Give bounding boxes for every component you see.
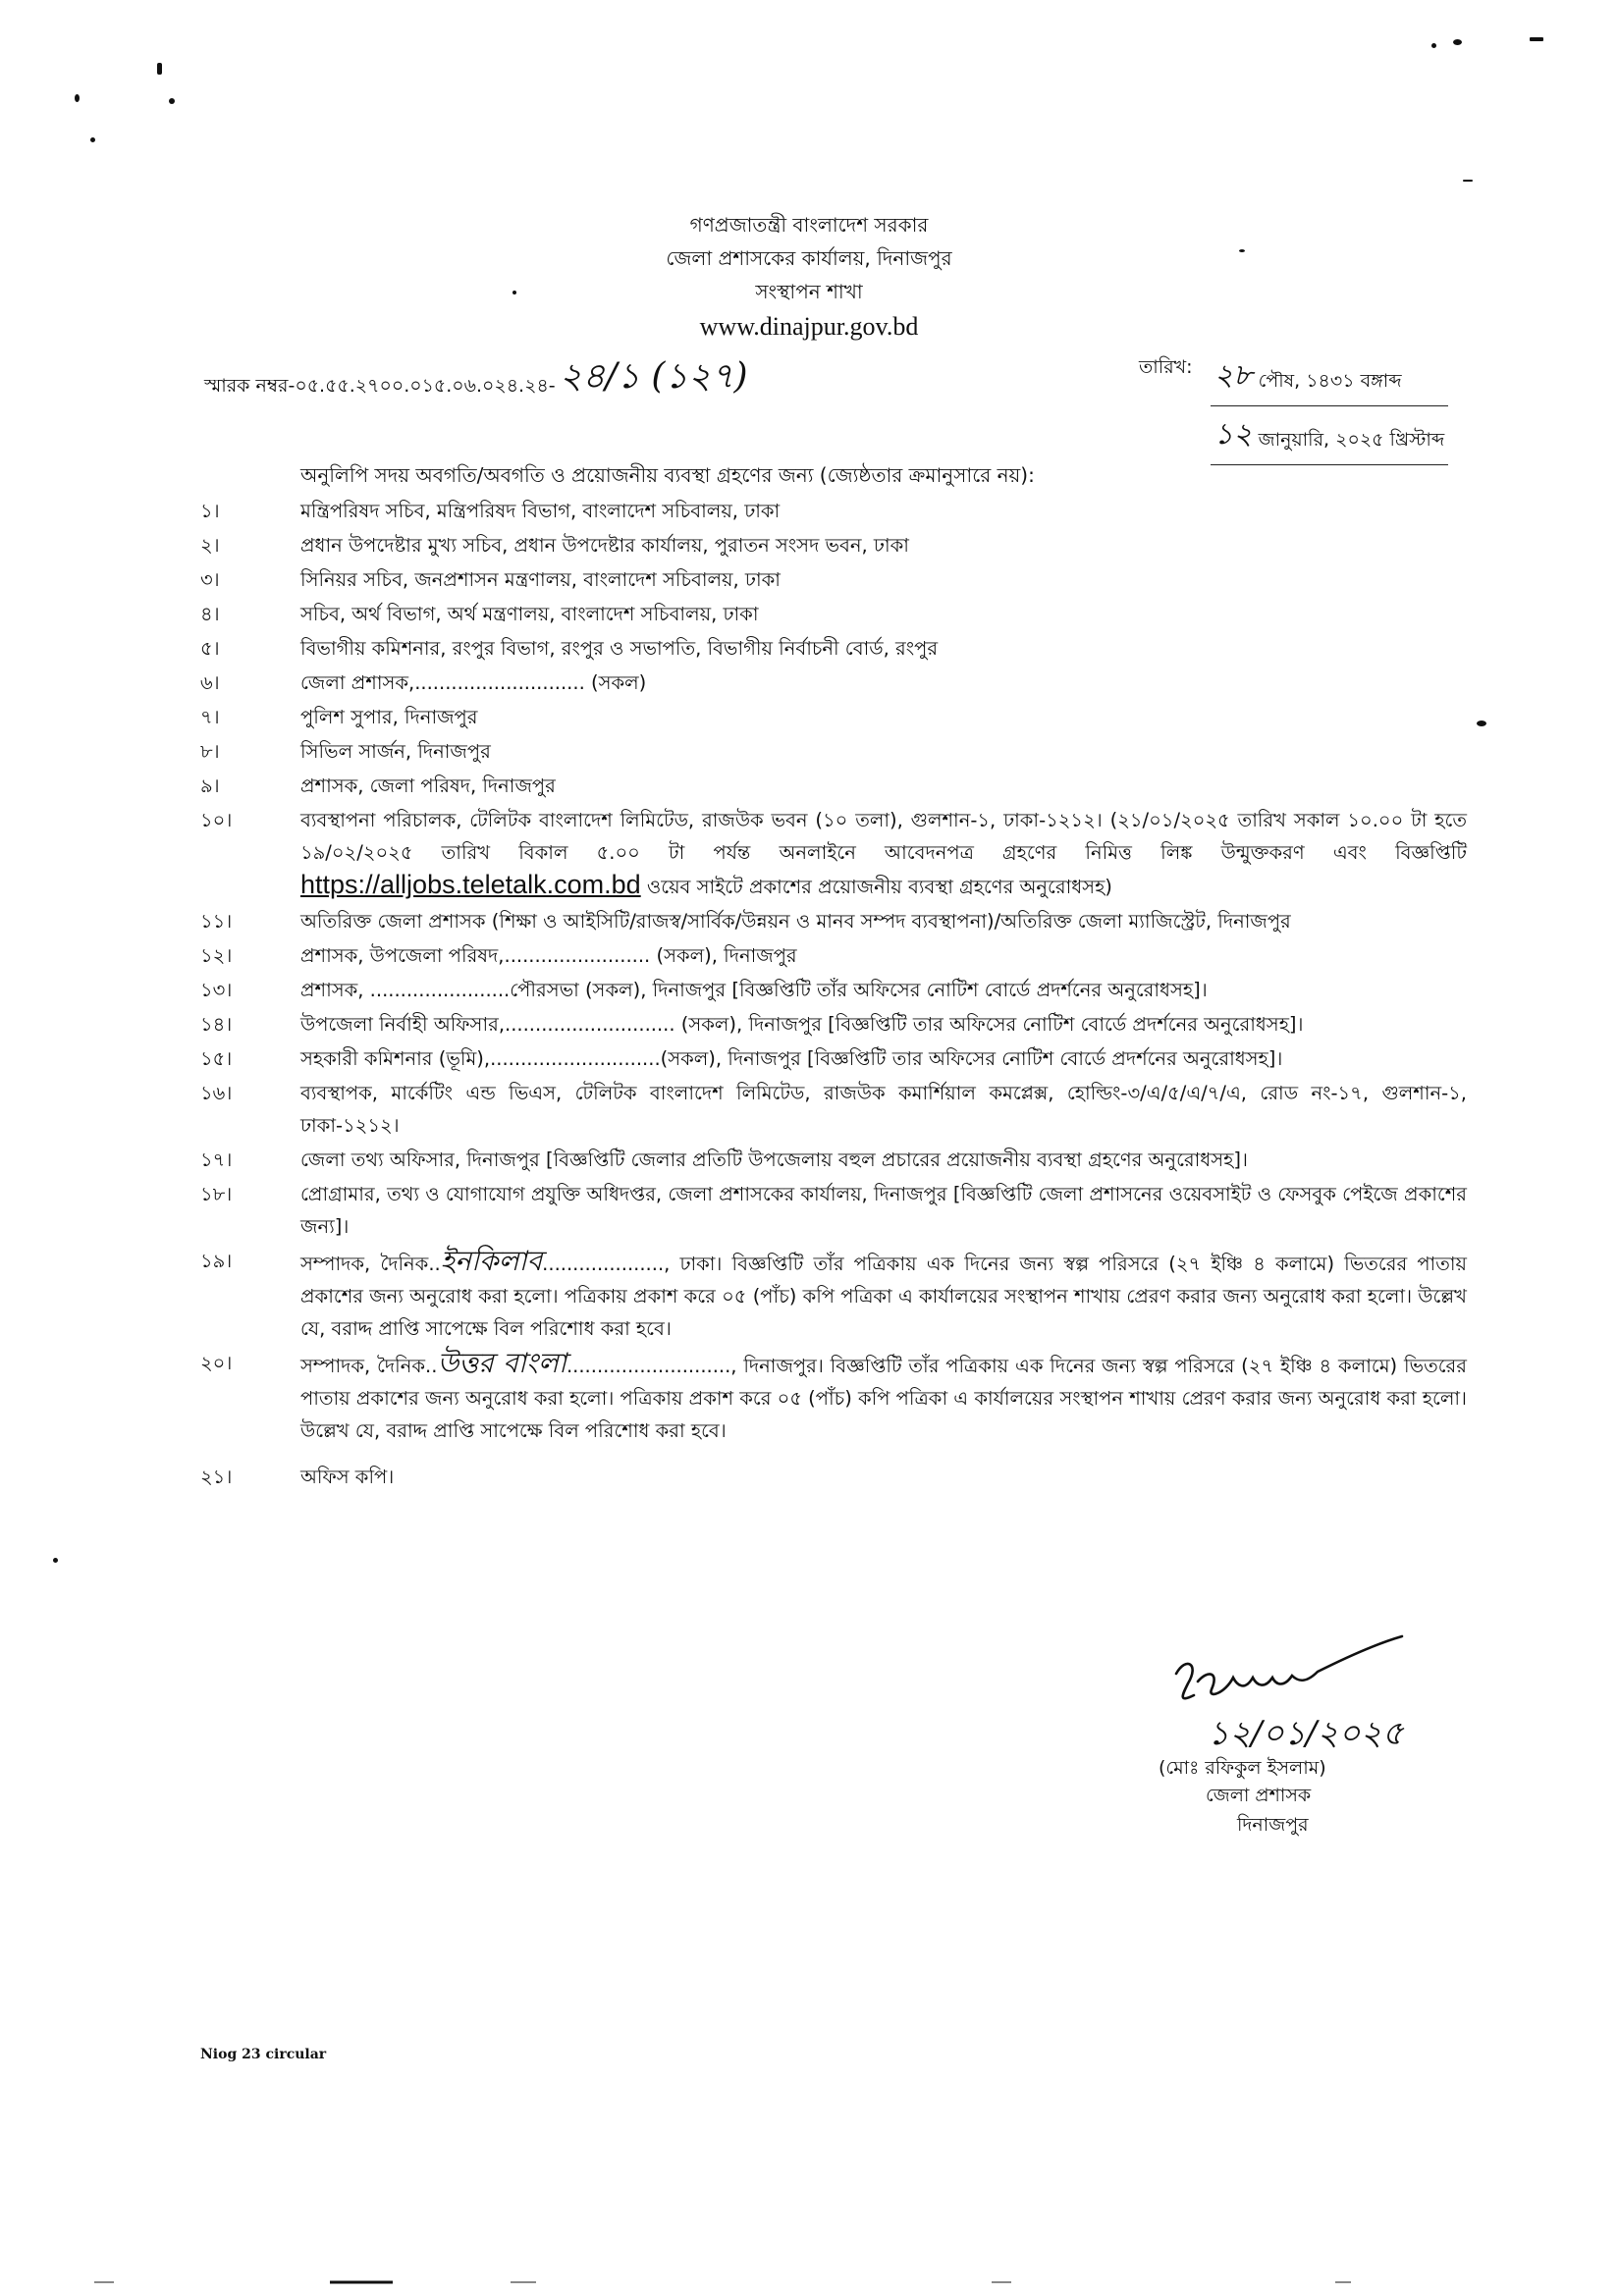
- list-item: [200, 701, 1467, 733]
- signatory-title: জেলা প্রশাসক: [1206, 1785, 1312, 1806]
- scan-speck: [1431, 43, 1436, 48]
- item-number: ২০।: [200, 1352, 233, 1374]
- item-text: ব্যবস্থাপক, মার্কেটিং এন্ড ভিএস, টেলিটক বাংলাদেশ লিমিটেড, রাজউক কমার্শিয়াল কমপ্লেক্স, হোল্ডিং-৩/এ/৫/এ/৭/এ, রোড নং-১৭, গুলশান-১, ঢাকা-১২১২।: [300, 1082, 1467, 1137]
- item-text: উপজেলা নির্বাহী অফিসার,............................ (সকল), দিনাজপুর [বিজ্ঞপ্তিটি তার অফিসের নোটিশ বোর্ডে প্রদর্শনের অনুরোধসহ]।: [300, 1013, 1304, 1036]
- section-name: সংস্থাপন শাখা: [755, 280, 863, 303]
- memo-handwritten-number: ২৪/১ (১২৭): [559, 356, 748, 397]
- item-number: ৪।: [200, 603, 220, 625]
- item-text: বিভাগীয় কমিশনার, রংপুর বিভাগ, রংপুর ও সভাপতি, বিভাগীয় নির্বাচনী বোর্ড, রংপুর: [300, 637, 939, 660]
- footer-note: Niog 23 circular: [200, 2047, 327, 2062]
- list-item: [200, 1042, 1467, 1075]
- item-number: ১০।: [200, 809, 233, 831]
- item-number: ১২।: [200, 944, 233, 967]
- item-text: সচিব, অর্থ বিভাগ, অর্থ মন্ত্রণালয়, বাংলাদেশ সচিবালয়, ঢাকা: [300, 603, 759, 625]
- handwritten-date: ১২/০১/২০২৫: [1208, 1714, 1404, 1753]
- scan-speck: [1239, 249, 1245, 252]
- list-item: [200, 905, 1467, 937]
- item-number: ৯।: [200, 774, 220, 797]
- item-text: [300, 804, 1467, 903]
- date-bangla: [1211, 353, 1449, 406]
- item-text: [300, 1245, 1467, 1345]
- signature-block: [1139, 1634, 1512, 1841]
- item-number: ৭।: [200, 706, 220, 728]
- list-item: [200, 1461, 1467, 1493]
- list-item: [200, 1347, 1467, 1447]
- scan-edge-marks: [0, 2277, 1618, 2287]
- list-item: [200, 735, 1467, 768]
- item-number: ১১।: [200, 910, 233, 933]
- item-text: মন্ত্রিপরিষদ সচিব, মন্ত্রিপরিষদ বিভাগ, বাংলাদেশ সচিবালয়, ঢাকা: [300, 500, 781, 522]
- scan-speck: [1530, 37, 1543, 41]
- item-text-before: সম্পাদক, দৈনিক..: [300, 1253, 441, 1275]
- list-item: [200, 1008, 1467, 1041]
- scan-speck: [53, 1558, 58, 1563]
- scan-speck: [90, 137, 95, 142]
- item-text: অফিস কপি।: [300, 1466, 395, 1488]
- date-block: [1139, 353, 1448, 465]
- item-text-before: সম্পাদক, দৈনিক..: [300, 1355, 438, 1377]
- distribution-list: [200, 495, 1467, 1495]
- list-item: [200, 1077, 1467, 1142]
- list-item: [200, 770, 1467, 802]
- item-number: ৬।: [200, 671, 220, 694]
- item-number: ৮।: [200, 740, 220, 763]
- website: www.dinajpur.gov.bd: [699, 312, 919, 341]
- item-text-after: ওয়েব সাইটে প্রকাশের প্রয়োজনীয় ব্যবস্থা গ্রহণের অনুরোধসহ): [640, 876, 1112, 898]
- office-name: জেলা প্রশাসকের কার্যালয়, দিনাজপুর: [666, 246, 952, 270]
- handwritten-newspaper-name: ইনকিলাব: [440, 1245, 543, 1277]
- scan-speck: [1463, 180, 1473, 182]
- scan-speck: [1477, 721, 1486, 726]
- item-number: ১।: [200, 500, 220, 522]
- item-text: প্রধান উপদেষ্টার মুখ্য সচিব, প্রধান উপদেষ্টার কার্যালয়, পুরাতন সংসদ ভবন, ঢাকা: [300, 534, 909, 557]
- list-item: [200, 632, 1467, 665]
- item-text: প্রশাসক, জেলা পরিষদ, দিনাজপুর: [300, 774, 556, 797]
- list-item: [200, 495, 1467, 527]
- item-text-after: ...................., ঢাকা। বিজ্ঞপ্তিটি তাঁর পত্রিকায় এক দিনের জন্য স্বল্প পরিসরে (২৭ ইঞ্চি ৪ কলামে) ভিতরের পাতায় প্রকাশের জন্য অনুরোধ করা হলো। পত্রিকায় প্রকাশ করে ০৫ (পাঁচ) কপি পত্রিকা এ কার্যালয়ের সংস্থাপন শাখায় প্রেরণ করার জন্য অনুরোধ করা হলো। উল্লেখ যে, বরাদ্দ প্রাপ্তি সাপেক্ষে বিল পরিশোধ করা হবে।: [300, 1253, 1467, 1340]
- list-item: [200, 598, 1467, 630]
- list-item: [200, 804, 1467, 903]
- handwritten-signature: [1139, 1634, 1512, 1757]
- date-bangla-text: পৌষ, ১৪৩১ বঙ্গাব্দ: [1258, 370, 1402, 392]
- item-text: পুলিশ সুপার, দিনাজপুর: [300, 706, 478, 728]
- signatory-name: (মোঃ রফিকুল ইসলাম): [1159, 1757, 1326, 1779]
- item-text: প্রশাসক, উপজেলা পরিষদ,........................ (সকল), দিনাজপুর: [300, 944, 797, 967]
- item-text: [300, 1347, 1467, 1447]
- distribution-intro: অনুলিপি সদয় অবগতি/অবগতি ও প্রয়োজনীয় ব্যবস্থা গ্রহণের জন্য (জ্যেষ্ঠতার ক্রমানুসারে নয়):: [300, 463, 1035, 487]
- item-number: ১৮।: [200, 1183, 233, 1205]
- item-number: ১৪।: [200, 1013, 233, 1036]
- item-text: সিনিয়র সচিব, জনপ্রশাসন মন্ত্রণালয়, বাংলাদেশ সচিবালয়, ঢাকা: [300, 568, 781, 591]
- item-number: ১৯।: [200, 1250, 233, 1272]
- signatory-location: দিনাজপুর: [1237, 1814, 1309, 1836]
- list-item: [200, 1245, 1467, 1345]
- scan-speck: [1453, 39, 1462, 45]
- memo-number: [204, 353, 748, 412]
- list-item: [200, 563, 1467, 596]
- list-item: [200, 939, 1467, 972]
- item-number: ১৩।: [200, 979, 233, 1001]
- scan-speck: [169, 98, 175, 104]
- list-item: [200, 1144, 1467, 1176]
- scan-speck: [75, 94, 80, 102]
- memo-label: স্মারক নম্বর-০৫.৫৫.২৭০০.০১৫.০৬.০২৪.২৪-: [204, 375, 556, 397]
- list-item: [200, 667, 1467, 699]
- scan-speck: [157, 63, 162, 75]
- list-item: [200, 529, 1467, 561]
- date-english: [1211, 412, 1449, 465]
- date-english-handwritten: ১২: [1214, 417, 1253, 452]
- item-number: ৩।: [200, 568, 220, 591]
- item-text-after: ..........................., দিনাজপুর। বিজ্ঞপ্তিটি তাঁর পত্রিকায় এক দিনের জন্য স্বল্প পরিসরে (২৭ ইঞ্চি ৪ কলামে) ভিতরের পাতায় প্রকাশের জন্য অনুরোধ করা হলো। পত্রিকায় প্রকাশ করে ০৫ (পাঁচ) কপি পত্রিকা এ কার্যালয়ের সংস্থাপন শাখায় প্রেরণ করার জন্য অনুরোধ করা হলো। উল্লেখ যে, বরাদ্দ প্রাপ্তি সাপেক্ষে বিল পরিশোধ করা হবে।: [300, 1355, 1467, 1442]
- govt-name: গণপ্রজাতন্ত্রী বাংলাদেশ সরকার: [689, 213, 929, 237]
- item-text: সিভিল সার্জন, দিনাজপুর: [300, 740, 491, 763]
- scan-speck: [512, 291, 516, 294]
- date-english-text: জানুয়ারি, ২০২৫ খ্রিস্টাব্দ: [1258, 429, 1445, 451]
- item-number: ১৫।: [200, 1047, 233, 1070]
- item-number: ১৭।: [200, 1148, 233, 1171]
- item-text-before: ব্যবস্থাপনা পরিচালক, টেলিটক বাংলাদেশ লিমিটেড, রাজউক ভবন (১০ তলা), গুলশান-১, ঢাকা-১২১২। (২১/০১/২০২৫ তারিখ সকাল ১০.০০ টা হতে ১৯/০২/২০২৫ তারিখ বিকাল ৫.০০ টা পর্যন্ত অনলাইনে আবেদনপত্র গ্রহণের নিমিত্ত লিঙ্ক উন্মুক্তকরণ এবং বিজ্ঞপ্তিটি: [300, 809, 1467, 864]
- item-number: ২।: [200, 534, 220, 557]
- item-text: জেলা প্রশাসক,............................ (সকল): [300, 671, 647, 694]
- item-number: ৫।: [200, 637, 220, 660]
- item-number: ১৬।: [200, 1082, 233, 1104]
- teletalk-link[interactable]: https://alljobs.teletalk.com.bd: [300, 870, 641, 899]
- item-number: ২১।: [200, 1466, 233, 1488]
- item-text: অতিরিক্ত জেলা প্রশাসক (শিক্ষা ও আইসিটি/রাজস্ব/সার্বিক/উন্নয়ন ও মানব সম্পদ ব্যবস্থাপনা)/অতিরিক্ত জেলা ম্যাজিস্ট্রেট, দিনাজপুর: [300, 910, 1291, 933]
- list-item: [200, 974, 1467, 1006]
- letterhead: [0, 208, 1618, 344]
- item-text: প্রশাসক, .......................পৌরসভা (সকল), দিনাজপুর [বিজ্ঞপ্তিটি তাঁর অফিসের নোটিশ বোর্ডে প্রদর্শনের অনুরোধসহ]।: [300, 979, 1208, 1001]
- date-bangla-handwritten: ২৮: [1214, 358, 1253, 393]
- date-label: তারিখ:: [1139, 356, 1193, 378]
- item-text: জেলা তথ্য অফিসার, দিনাজপুর [বিজ্ঞপ্তিটি জেলার প্রতিটি উপজেলায় বহুল প্রচারের প্রয়োজনীয় ব্যবস্থা গ্রহণের অনুরোধসহ]।: [300, 1148, 1248, 1171]
- item-text: সহকারী কমিশনার (ভূমি),............................(সকল), দিনাজপুর [বিজ্ঞপ্তিটি তার অফিসের নোটিশ বোর্ডে প্রদর্শনের অনুরোধসহ]।: [300, 1047, 1283, 1070]
- item-text: প্রোগ্রামার, তথ্য ও যোগাযোগ প্রযুক্তি অধিদপ্তর, জেলা প্রশাসকের কার্যালয়, দিনাজপুর [বিজ্ঞপ্তিটি জেলা প্রশাসনের ওয়েবসাইট ও ফেসবুক পেইজে প্রকাশের জন্য]।: [300, 1183, 1467, 1238]
- list-item: [200, 1178, 1467, 1243]
- handwritten-newspaper-name: উত্তর বাংলা: [437, 1347, 566, 1379]
